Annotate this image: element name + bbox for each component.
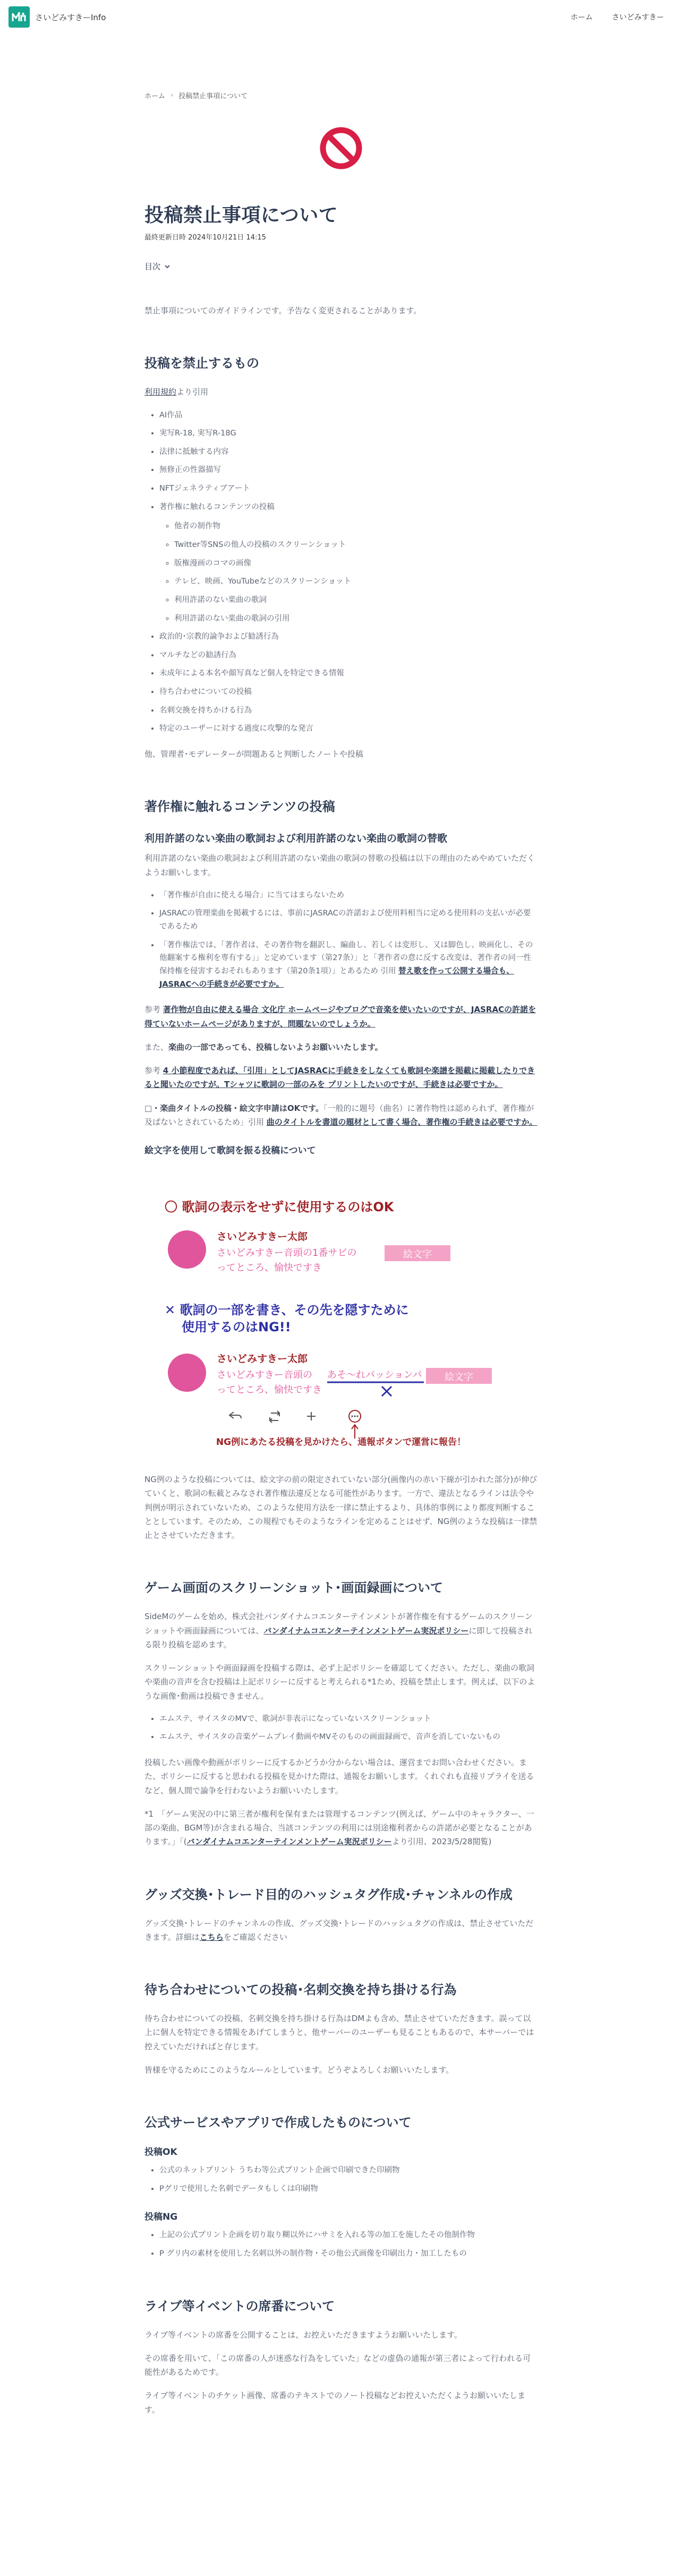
list-item: • エムステ、サイスタの音楽ゲームプレイ動画やMVそのものの画面録画で、音声を消していないもの <box>159 1731 538 1744</box>
list-item: • 無修正の性器描写 <box>159 464 538 477</box>
reference-1-link[interactable]: 著作物が自由に使える場合 文化庁 ホームページやブログで音楽を使いたいのですが、JASRACの許諾を得ていないホームページがありますが、問題ないのでしょうか。 <box>144 1005 536 1029</box>
page-title: 投稿禁止事項について <box>144 204 338 226</box>
emoji-label: 絵文字 <box>445 1372 473 1383</box>
report-note: NG例にあたる投稿を見かけたら、通報ボタンで運営に報告！ <box>216 1437 466 1448</box>
nav-home-link[interactable]: ホーム <box>570 13 593 22</box>
emoji-example-figure <box>144 1175 538 1453</box>
meetup-note: 皆様を守るためにこのようなルールとしています。どうぞよろしくお願いいたします。 <box>144 2065 454 2075</box>
text: をご確認ください <box>223 1932 287 1942</box>
list-item: • 実写R-18, 実写R-18G <box>159 427 538 440</box>
intro-text: 禁止事項についてのガイドラインです。予告なく変更されることがあります。 <box>144 306 422 315</box>
emoji-label: 絵文字 <box>403 1249 432 1261</box>
section-heading-meetup: 待ち合わせについての投稿･名刺交換を持ち掛ける行為 <box>144 1982 457 1998</box>
breadcrumb-separator-icon: › <box>170 91 174 99</box>
song-title-text: 「一般的に題号（曲名）に著作物性は認められず、著作権が及ばないとされているため」引用 <box>144 1103 534 1127</box>
prohibited-list <box>144 409 538 736</box>
list-item: • 法律に抵触する内容 <box>159 446 538 459</box>
section-heading-prohibited: 投稿を禁止するもの <box>144 356 259 371</box>
list-item <box>159 939 538 991</box>
avatar <box>168 1354 206 1392</box>
jasrac-faq-link[interactable]: 替え歌を作って公開する場合も、JASRACへの手続きが必要ですか。 <box>159 966 514 989</box>
top-nav <box>561 6 674 28</box>
list-item: • 名刺交換を持ちかける行為 <box>159 704 538 717</box>
reference-1 <box>144 1003 538 1031</box>
text: に即して投稿される限り投稿を認めます。 <box>144 1625 533 1649</box>
list-item-text: 「著作権法では、「著作者は、その著作物を翻訳し、編曲し、若しくは変形し、又は脚色し、映画化し、その他翻案する権利を専有する」」と定めています（第27条）」と「著作者の意に反する改変は、著作者の同一性保持権を侵害するおそれもあります（第20条1項）」とあるため 引用 <box>159 940 533 975</box>
subheading-emoji: 絵文字を使用して歌詞を振る投稿について <box>144 1145 316 1157</box>
screenshot-policy-text <box>144 1610 538 1651</box>
terms-link[interactable]: 利用規約 <box>144 387 177 397</box>
brand[interactable] <box>8 6 106 28</box>
footnote-text: *1 「ゲーム実況の中に第三者が権利を保有または管理するコンテンツ(例えば、ゲーム中のキャラクター、一部の楽曲、BGM等)が含まれる場合、当該コンテンツの利用には別途権利者からの許諾が必要となることがあります。」「( <box>144 1809 534 1847</box>
subheading-ok: 投稿OK <box>144 2147 177 2158</box>
list-item: • マルチなどの勧誘行為 <box>159 649 538 662</box>
footnote-suffix: より引用、2023/5/28閲覧) <box>391 1837 492 1847</box>
list-item-copyright <box>159 501 538 625</box>
breadcrumb-current: 投稿禁止事項について <box>178 92 248 100</box>
list-item: • JASRACの管理楽曲を掲載するには、事前にJASRACの許諾および使用料相当に定める使用料の支払いが必要であるため <box>159 907 538 933</box>
ng-line-2: ってところ、愉快ですき <box>217 1384 322 1396</box>
list-item: ◦ 他者の制作物 <box>174 520 538 533</box>
game-policy-link[interactable]: バンダイナムコエンターテインメントゲーム実況ポリシー <box>263 1625 469 1636</box>
footnote-policy-link[interactable]: バンダイナムコエンターテインメントゲーム実況ポリシー <box>186 1837 392 1847</box>
seats-text-3: ライブ等イベントのチケット画像、席番のテキストでのノート投稿などお控えいただくようお願いいたします。 <box>144 2391 526 2415</box>
site-logo-icon <box>8 6 30 28</box>
subheading-ng: 投稿NG <box>144 2212 178 2223</box>
section-heading-seats: ライブ等イベントの席番について <box>144 2298 335 2314</box>
seats-text-1: ライブ等イベントの席番を公開することは、お控えいただきますようお願いいたします。 <box>144 2330 462 2340</box>
prohibited-icon <box>144 126 538 170</box>
source-suffix: より引用 <box>176 387 209 397</box>
note-bold: 楽曲の一部であっても、投稿しないようお願いいたします。 <box>168 1042 383 1052</box>
list-item: • Pグリで使用した名刺でデータもしくは印刷物 <box>159 2183 538 2196</box>
list-item: • NFTジェネラティブアート <box>159 482 538 495</box>
breadcrumb-home-link[interactable]: ホーム <box>144 92 166 100</box>
list-item: ◦ Twitter等SNSの他人の投稿のスクリーンショット <box>174 538 538 552</box>
nav-saidomisskey-link[interactable]: さいどみすきー <box>612 13 664 22</box>
section-heading-screenshots: ゲーム画面のスクリーンショット･画面録画について <box>144 1580 443 1596</box>
official-ok-list <box>144 2164 538 2195</box>
reference-label: 参考 <box>144 1005 163 1015</box>
chevron-down-icon <box>164 263 171 270</box>
reference-label: 参考 <box>144 1066 163 1076</box>
lyrics-reason-list <box>144 889 538 991</box>
screenshot-ng-list <box>144 1713 538 1744</box>
footnote <box>144 1807 538 1849</box>
ng-line-1b: あそ〜れパッションパ <box>327 1370 422 1381</box>
list-item-label: 著作権に触れるコンテンツの投稿 <box>159 502 275 511</box>
copyright-sublist <box>159 520 538 625</box>
list-item: • 上記の公式プリント企画を切り取り糊以外にハサミを入れる等の加工を施したその他制作物 <box>159 2229 538 2242</box>
site-name: さいどみすきーInfo <box>35 12 106 22</box>
lyrics-reason-text: 利用許諾のない楽曲の歌詞および利用許諾のない楽曲の歌詞の替歌の投稿は以下の理由のためやめていただくようお願いします。 <box>144 853 535 877</box>
note-prefix: また、 <box>144 1042 169 1052</box>
emoji-example-illustration <box>144 1175 538 1451</box>
official-ng-list <box>144 2229 538 2260</box>
list-item: • AI作品 <box>159 409 538 422</box>
text: SideMのゲームを始め、株式会社バンダイナムコエンターテインメントが著作権を有するゲームのスクリーンショットや画面録画については、 <box>144 1612 533 1636</box>
list-item: ◦ テレビ、映画、YouTubeなどのスクリーンショット <box>174 575 538 588</box>
list-item: • 政治的･宗教的論争および勧誘行為 <box>159 630 538 644</box>
other-note: 他、管理者･モデレーターが問題あると判断したノートや投稿 <box>144 749 363 759</box>
reference-2-link[interactable]: 4 小節程度であれば、「引用」としてJASRACに手続きをしなくても歌詞や楽譜を掲載に掲載したりできると聞いたのですが。Tシャツに歌詞の一部のみを プリントしたいのですが、手続きは必要ですか。 <box>144 1066 535 1090</box>
list-item: • P グリ内の素材を使用した名刺以外の制作物・その他公式画像を印刷出力・加工したもの <box>159 2247 538 2261</box>
ng-title-line-2: 使用するのはNG!! <box>182 1320 291 1335</box>
toc-toggle[interactable] <box>144 261 538 272</box>
ok-line-2: ってところ、愉快ですき <box>217 1262 322 1274</box>
breadcrumb <box>144 90 538 100</box>
ng-title-line-1: ✕ 歌詞の一部を書き、その先を隠すために <box>165 1303 409 1318</box>
reference-2 <box>144 1064 538 1092</box>
list-item: ◦ 利用許諾のない楽曲の歌詞の引用 <box>174 612 538 626</box>
avatar <box>168 1230 206 1269</box>
partial-lyrics-note <box>144 1040 538 1054</box>
subheading-lyrics: 利用許諾のない楽曲の歌詞および利用許諾のない楽曲の歌詞の替歌 <box>144 833 448 845</box>
list-item: ◦ 版権漫画のコマの画像 <box>174 557 538 570</box>
emoji-explanation: NG例のような投稿については、絵文字の前の限定されていない部分(画像内の赤い下線が引かれた部分)が伸びていくと、歌詞の転載とみなされ著作権法違反となる可能性があります。一方で、違法となるラインは法令や判例が明示されていないため、このような使用方法を一律に禁止するより、具体的事例により都度判断することとしています。そのため、この規程でもそのようなラインを定めることはせず、NG例のような投稿は一律禁止とさせていただきます。 <box>144 1475 538 1541</box>
list-item: • 未成年による本名や顔写真など個人を特定できる情報 <box>159 667 538 680</box>
source-line <box>144 385 538 399</box>
list-item: • 公式のネットプリント うちわ等公式プリント企画で印刷できた印刷物 <box>159 2164 538 2177</box>
ng-line-1a: さいどみすきー音頭の <box>217 1370 312 1381</box>
list-item: • 「著作権が自由に使える場合」に当てはまらないため <box>159 889 538 902</box>
toc-label: 目次 <box>144 262 161 271</box>
list-item: ◦ 利用許諾のない楽曲の歌詞 <box>174 594 538 607</box>
trade-text <box>144 1916 538 1945</box>
ok-username: さいどみすきー太郎 <box>217 1231 308 1243</box>
screenshot-contact-text: 投稿したい画像や動画がポリシーに反するかどうか分からない場合は、運営までお問い合わせください。また、ポリシーに反すると思われる投稿を見かけた際は、通報をお願いします。くれぐれも直接リプライを送るなど、個人間で論争を行わないようお願いいたします。 <box>144 1758 534 1795</box>
section-heading-official: 公式サービスやアプリで作成したものについて <box>144 2115 412 2130</box>
seats-text-2: その席番を用いて、「この席番の人が迷惑な行為をしていた」などの虚偽の通報が第三者によって行われる可能性があるためです。 <box>144 2353 531 2377</box>
song-title-link[interactable]: 曲のタイトルを書道の題材として書く場合、著作権の手続きは必要ですか。 <box>266 1117 538 1127</box>
site-header <box>0 0 682 34</box>
updated-date: 最終更新日時 2024年10月21日 14:15 <box>144 234 266 242</box>
article <box>144 34 538 2417</box>
screenshot-lyrics-text: スクリーンショットや画面録画を投稿する際は、必ず上記ポリシーを確認してください。ただし、楽曲の歌詞や楽曲の音声を含む投稿は上記ポリシーに反すると考えられる*1ため、投稿を禁止します。例えば、以下のような画像･動画は投稿できません。 <box>144 1663 535 1701</box>
list-item: • 特定のユーザーに対する過度に攻撃的な発言 <box>159 722 538 735</box>
ok-line-1: さいどみすきー音頭の1番サビの <box>217 1247 357 1259</box>
section-heading-trade: グッズ交換･トレード目的のハッシュタグ作成･チャンネルの作成 <box>144 1887 513 1902</box>
song-title-bold: ・楽曲タイトルの投稿・絵文字申請はOKです。 <box>152 1103 324 1113</box>
song-title-note <box>144 1101 538 1129</box>
ng-username: さいどみすきー太郎 <box>217 1353 308 1365</box>
ok-title: 〇 歌詞の表示をせずに使用するのはOK <box>165 1200 394 1215</box>
section-heading-copyright: 著作権に触れるコンテンツの投稿 <box>144 799 335 815</box>
checkbox-mark-icon: □ <box>144 1103 152 1113</box>
text: グッズ交換･トレードのチャンネルの作成、グッズ交換･トレードのハッシュタグの作成は、禁止させていただきます。詳細は <box>144 1918 534 1942</box>
meetup-text: 待ち合わせについての投稿、名刺交換を持ち掛ける行為はDMよも含め、禁止させていただきます。誤って以上に個人を特定できる情報をあげてしまうと、他サーバーのユーザーも見ることもあるので、本サーバーでは控えていただければと存じます。 <box>144 2014 534 2051</box>
list-item: • 待ち合わせについての投稿 <box>159 686 538 699</box>
list-item: • エムステ、サイスタのMVで、歌詞が非表示になっていないスクリーンショット <box>159 1713 538 1726</box>
trade-details-link[interactable]: こちら <box>199 1932 224 1942</box>
